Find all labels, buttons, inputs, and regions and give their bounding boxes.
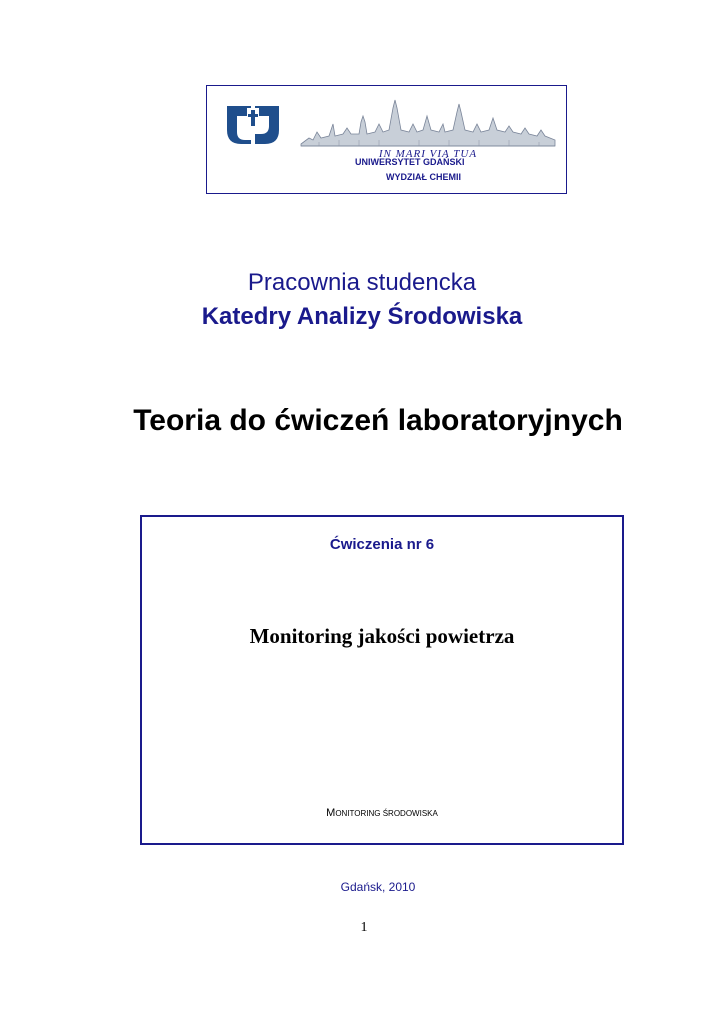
page-number: 1 xyxy=(360,920,368,935)
university-header-box xyxy=(206,85,567,194)
subject-label-initial: M xyxy=(326,807,336,819)
subject-label-rest: ONITORING ŚRODOWISKA xyxy=(335,809,438,818)
document-title: Teoria do ćwiczeń laboratoryjnych xyxy=(133,404,623,437)
university-logo xyxy=(223,100,283,148)
department-name: Katedry Analizy Środowiska xyxy=(201,303,523,330)
city-skyline-illustration xyxy=(299,94,557,160)
exercise-number: Ćwiczenia nr 6 xyxy=(329,536,435,553)
exercise-title: Monitoring jakości powietrza xyxy=(249,624,515,648)
exercise-box xyxy=(140,515,624,845)
university-name: UNIWERSYTET GDAŃSKI xyxy=(355,157,465,167)
subject-label xyxy=(142,807,622,819)
faculty-name: WYDZIAŁ CHEMII xyxy=(386,172,461,182)
lab-name: Pracownia studencka xyxy=(247,269,477,296)
svg-text:IN MARI VIA TUA: IN MARI VIA TUA xyxy=(378,148,478,160)
place-and-date: Gdańsk, 2010 xyxy=(340,880,416,894)
